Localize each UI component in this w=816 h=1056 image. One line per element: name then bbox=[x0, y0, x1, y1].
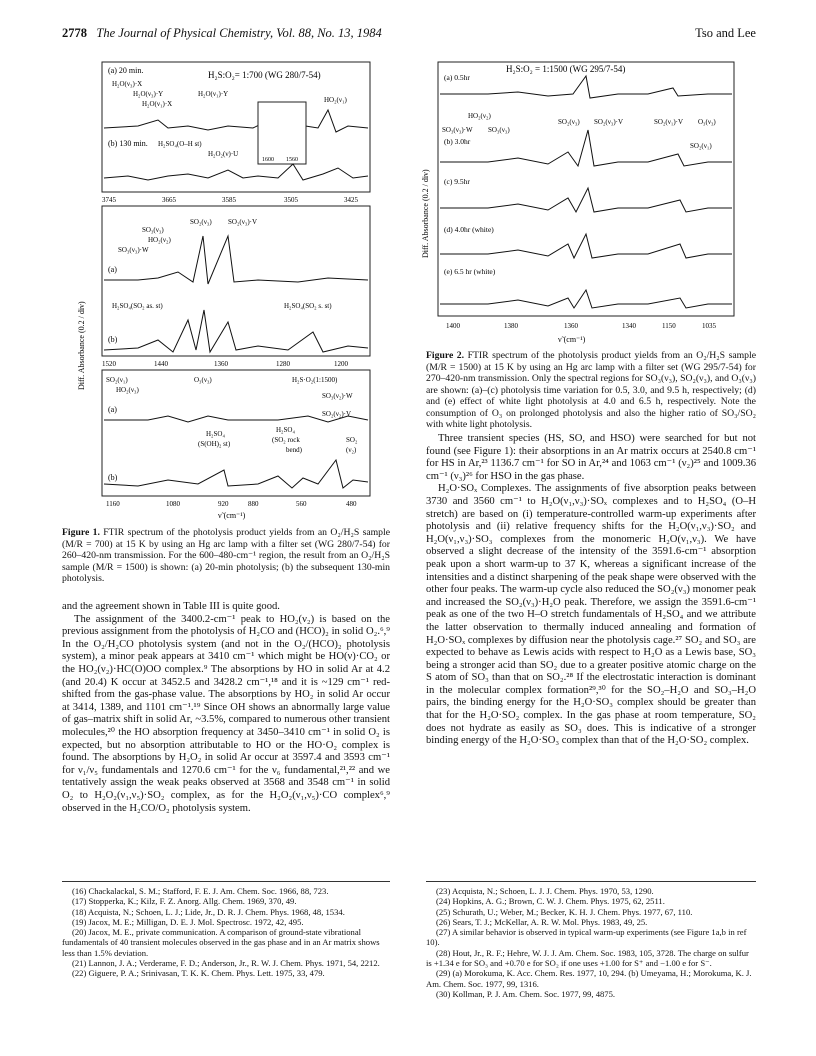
ref-23: (23) Acquista, N.; Schoen, L. J. J. Chem. Phys. 1970, 53, 1290. bbox=[436, 886, 654, 896]
fig1-c-trace-b bbox=[104, 460, 368, 488]
fig2-ann-7: SO₂(ν₁) bbox=[690, 142, 712, 150]
right-rule bbox=[426, 881, 756, 882]
fig2-tick-5: 1035 bbox=[702, 322, 716, 330]
fig2-ann-1: SO₃(ν₃)·W bbox=[442, 126, 473, 134]
page-header bbox=[62, 26, 756, 44]
figure-1-graphic bbox=[78, 60, 376, 520]
figure-1 bbox=[78, 60, 376, 520]
left-rule bbox=[62, 881, 390, 882]
ref-26: (26) Sears, T. J.; McKellar, A. R. W. Mol. Phys. 1983, 49, 25. bbox=[436, 916, 648, 927]
fig1-a-label-a: (a) 20 min. bbox=[108, 66, 144, 75]
fig2-ann-2: SO₃(ν₃) bbox=[488, 126, 510, 134]
fig1-c-tick-4: 560 bbox=[296, 500, 307, 508]
fig1-b-ann-5: H₂SO₄(SO₂ as. st) bbox=[112, 302, 163, 310]
fig1-c-label-a: (a) bbox=[108, 405, 117, 414]
fig1-a-trace-b bbox=[104, 164, 368, 180]
fig1-c-ann-9: (SO₂ rock bbox=[272, 436, 300, 444]
fig1-a-ann-8: H₂O₂(ν)·U bbox=[208, 150, 239, 158]
ref-29: (29) (a) Morokuma, K. Acc. Chem. Res. 1977, 10, 294. (b) Umeyama, H.; Morokuma, K. J. Am. Chem. Soc. 1977, 99, 1316. bbox=[426, 968, 752, 989]
fig2-trace-e bbox=[440, 290, 732, 308]
journal-title: The Journal of Physical Chemistry, Vol. 88, No. 13, 1984 bbox=[96, 26, 382, 40]
fig1-a-tick-0: 3745 bbox=[102, 196, 116, 204]
fig1-a-ann-0: H₂O(ν₃)·X bbox=[112, 80, 143, 88]
right-para-0: Three transient species (HS, SO, and HSO) were searched for but not found (see Figure 1): their absorptions in an Ar matrix occurs at 2540.8 cm⁻¹ for HS in Ar,²³ 1136.7 cm⁻¹ for SO in Ar,²⁴ and 1063 cm⁻¹ (ν₂)²⁵ and 1009.36 cm⁻¹ (ν₃)²⁶ for HSO in the gas phase. bbox=[426, 433, 756, 482]
fig2-ann-6: O₃(ν₃) bbox=[698, 118, 716, 126]
fig2-tick-0: 1400 bbox=[446, 322, 460, 330]
fig1-a-ann-2: H₂O(ν₁)·Y bbox=[198, 90, 229, 98]
fig2-tick-4: 1150 bbox=[662, 322, 676, 330]
page-number: 2778 bbox=[62, 26, 87, 40]
fig2-caption-text: FTIR spectrum of the photolysis product yields from an O₂/H₂S sample (M/R = 1500) at 15 K by using an Hg arc lamp with a filter set (WG 295/7-54) for 270–420-nm transmission. Only the spectral regions for SO₃(ν₃), SO₂(ν₃), and O₃(ν₃) are shown: (a)–(c) photolysis time variation for 0.5, 3.0, and 9.5 h, respectively; (d) and (e) effect of white light photolysis at 4.0 and 6.5 h, respectively. Note the consumption of O₃ on prolonged photolysis and also the higher ratio of SO₃/SO₂ with white light photolysis. bbox=[426, 350, 757, 430]
fig1-ylabel: Diff. Absorbance (0.2 / div) bbox=[77, 301, 86, 390]
fig1-a-ann-6: HO₂(ν₁) bbox=[324, 96, 347, 104]
fig1-a-trace-a bbox=[104, 110, 368, 132]
left-para-0: and the agreement shown in Table III is quite good. bbox=[62, 601, 280, 612]
figure-1-caption bbox=[62, 527, 390, 585]
fig1-b-tick-2: 1360 bbox=[214, 360, 228, 368]
fig1-a-inset-tick-1: 1560 bbox=[286, 157, 298, 163]
fig2-trace-label-3: (d) 4.0hr (white) bbox=[444, 225, 494, 234]
fig2-ann-5: SO₂(ν₁)·V bbox=[654, 118, 684, 126]
fig1-c-tick-1: 1080 bbox=[166, 500, 180, 508]
fig1-a-inset-tick-0: 1600 bbox=[262, 157, 274, 163]
fig1-a-tick-3: 3505 bbox=[284, 196, 298, 204]
fig1-b-ann-6: H₂SO₄(SO₂ s. st) bbox=[284, 302, 332, 310]
fig2-ylabel: Diff. Absorbance (0.2 / div) bbox=[421, 169, 430, 258]
fig1-a-label-b: (b) 130 min. bbox=[108, 139, 148, 148]
fig1-b-label-b: (b) bbox=[108, 335, 118, 344]
ref-25: (25) Schurath, U.; Weber, M.; Becker, K. H. J. Chem. Phys. 1977, 67, 110. bbox=[436, 906, 693, 917]
fig2-trace-a bbox=[440, 76, 732, 98]
fig2-trace-label-4: (e) 6.5 hr (white) bbox=[444, 267, 496, 276]
ref-16: (16) Chackalackal, S. M.; Stafford, F. E. J. Am. Chem. Soc. 1966, 88, 723. bbox=[72, 886, 329, 896]
fig1-c-tick-0: 1160 bbox=[106, 500, 120, 508]
fig1-c-ann-7: (S(OH)₂ st) bbox=[198, 440, 231, 448]
fig2-caption-label: Figure 2. bbox=[426, 350, 465, 361]
fig1-b-tick-3: 1280 bbox=[276, 360, 290, 368]
fig1-a-tick-2: 3585 bbox=[222, 196, 236, 204]
ref-24: (24) Hopkins, A. G.; Brown, C. W. J. Chem. Phys. 1975, 62, 2511. bbox=[436, 896, 665, 907]
fig1-a-ann-1: H₂O(ν₃)·Y bbox=[133, 90, 164, 98]
right-references bbox=[426, 886, 756, 999]
fig2-ann-3: SO₂(ν₃) bbox=[558, 118, 580, 126]
fig1-a-inset bbox=[258, 102, 306, 164]
fig1-c-tick-2: 920 bbox=[218, 500, 229, 508]
fig2-ann-4: SO₂(ν₃)·V bbox=[594, 118, 624, 126]
fig1-a-ann-7: H₂SO₄(O–H st) bbox=[158, 140, 202, 148]
fig2-xlabel: ν̃ (cm⁻¹) bbox=[558, 335, 586, 344]
ref-22: (22) Giguere, P. A.; Srinivasan, T. K. K. Chem. Phys. Lett. 1975, 33, 479. bbox=[72, 968, 325, 979]
ref-21: (21) Lannon, J. A.; Verderame, F. D.; Anderson, Jr., R. W. J. Chem. Phys. 1971, 54, 2212. bbox=[72, 958, 380, 969]
fig1-b-tick-4: 1200 bbox=[334, 360, 348, 368]
fig1-b-ann-4: SO₃(ν₃)·W bbox=[118, 246, 149, 254]
figure-2-graphic bbox=[418, 58, 738, 348]
fig1-c-ann-12: (ν₂) bbox=[346, 446, 357, 454]
fig2-trace-label-0: (a) 0.5hr bbox=[444, 73, 470, 82]
fig1-c-ann-5: SO₂(ν₂)·V bbox=[322, 410, 352, 418]
ref-18: (18) Acquista, N.; Schoen, L. J.; Lide, Jr., D. R. J. Chem. Phys. 1968, 48, 1534. bbox=[72, 906, 345, 917]
fig1-a-title: H₂S:O₂= 1:700 (WG 280/7-54) bbox=[208, 70, 321, 80]
fig1-caption-text: FTIR spectrum of the photolysis product yields from an O₂/H₂S sample (M/R = 700) at 15 K by using an Hg arc lamp with a filter set (WG 280/7-54) for 260–420-nm transmission. For the 600–480-cm⁻¹ region, the result from an O₂/H₂S sample (M/R = 1500) is shown: (a) 20-min photolysis; (b) the subsequent 130-min photolysis. bbox=[62, 527, 391, 584]
fig1-c-ann-6: H₂SO₄ bbox=[206, 430, 225, 438]
fig2-frame bbox=[438, 62, 734, 316]
fig2-tick-3: 1340 bbox=[622, 322, 636, 330]
fig1-b-trace-b bbox=[104, 310, 368, 352]
fig1-c-ann-1: HO₂(ν₃) bbox=[116, 386, 139, 394]
fig1-xlabel: ν̃ (cm⁻¹) bbox=[218, 511, 246, 520]
ref-28: (28) Hout, Jr., R. F.; Hehre, W. J. J. Am. Chem. Soc. 1983, 105, 3728. The charge on sulfur is +1.34 e for SO₃ and +0.70 e for SO₂ if one uses +1.00 for S⁺ and −1.00 e for S⁻. bbox=[426, 947, 749, 969]
fig1-caption-label: Figure 1. bbox=[62, 527, 100, 538]
ref-19: (19) Jacox, M. E.; Milligan, D. E. J. Mol. Spectrosc. 1972, 42, 495. bbox=[72, 916, 304, 927]
ref-20: (20) Jacox, M. E., private communication. A comparison of ground-state vibrational fundamentals of 40 transient molecules observed in the gas phase and in an Ar matrix shows less than 1.5% deviation. bbox=[62, 927, 380, 958]
fig1-c-ann-0: SO₂(ν₁) bbox=[106, 376, 128, 384]
fig1-b-label-a: (a) bbox=[108, 265, 117, 274]
fig2-trace-label-2: (c) 9.5hr bbox=[444, 177, 470, 186]
fig2-tick-1: 1380 bbox=[504, 322, 518, 330]
fig1-c-ann-2: O₃(ν₃) bbox=[194, 376, 212, 384]
fig1-c-label-b: (b) bbox=[108, 473, 118, 482]
left-references bbox=[62, 886, 390, 979]
fig1-panel-c-frame bbox=[102, 370, 370, 496]
fig1-c-tick-5: 480 bbox=[346, 500, 357, 508]
ref-30: (30) Kollman, P. J. Am. Chem. Soc. 1977, 99, 4875. bbox=[436, 988, 616, 999]
right-column-text bbox=[426, 433, 756, 748]
fig1-a-tick-1: 3665 bbox=[162, 196, 176, 204]
fig2-trace-d bbox=[440, 234, 732, 258]
left-para-1: The assignment of the 3400.2-cm⁻¹ peak to HO₂(ν₂) is based on the previous assignment from the photolysis of H₂CO and (HCO)₂ in solid O₂.⁶,⁹ In the O₂/H₂CO photolysis system (and not in the O₂/(HCO)₂ photolysis system), a minor peak appears at 3410 cm⁻¹ which might be HO(ν)·CO₂ or the HO₂(ν₂)·HC(O)OO complex.⁹ The absorptions by HO in solid Ar at 4.2 (and 20.4) K occur at 3452.5 and 3428.2 cm⁻¹,¹⁸ and it is ~129 cm⁻¹ red-shifted from the gas-phase value. The absorptions by HO₂ in solid Ar occur at 3414, 1389, and 1101 cm⁻¹.¹⁹ Since OH shows an abnormally large value of gas–matrix shift in solid Ar, ~3.5%, compared to numerous other transient molecules,²⁰ the HO absorption frequency at 3450–3410 cm⁻¹ in solid O₂ is expected, but no absorption attributable to HO or the HO·O₂ complex is found. The absorptions by H₂O₂ in solid Ar occur at 3597.4 and 3593 cm⁻¹ for ν₁/ν₅ fundamentals and 1270.6 cm⁻¹ for the ν₆ fundamental,²¹,²² and we tentatively assign the weak peaks observed at 3568 and 3548 cm⁻¹ in solid O₂ to H₂O₂(ν₁,ν₅)·SO₂ complex, as for the H₂O₂(ν₁,ν₅)·CO complex⁶,⁹ observed in the H₂CO/O₂ photolysis system. bbox=[62, 613, 390, 814]
fig1-a-ann-3: H₂O(ν₁)·X bbox=[142, 100, 173, 108]
fig1-b-trace-a bbox=[104, 236, 368, 284]
ref-17: (17) Stopperka, K.; Kilz, F. Z. Anorg. Allg. Chem. 1969, 370, 49. bbox=[72, 896, 297, 907]
fig1-b-tick-0: 1520 bbox=[102, 360, 116, 368]
figure-2 bbox=[418, 58, 738, 348]
fig1-b-tick-1: 1440 bbox=[154, 360, 168, 368]
fig1-a-tick-4: 3425 bbox=[344, 196, 358, 204]
fig2-title: H₂S:O₂ = 1:1500 (WG 295/7-54) bbox=[506, 64, 626, 74]
fig1-c-ann-11: SO₂ bbox=[346, 436, 358, 444]
fig2-trace-c bbox=[440, 188, 732, 212]
ref-27: (27) A similar behavior is observed in typical warm-up experiments (see Figure 1a,b in ref 10). bbox=[426, 927, 747, 948]
fig1-c-ann-10: bend) bbox=[286, 446, 302, 454]
fig1-c-ann-4: SO₃(ν₂)·W bbox=[322, 392, 353, 400]
fig1-c-ann-8: H₂SO₄ bbox=[276, 426, 295, 434]
fig2-tick-2: 1360 bbox=[564, 322, 578, 330]
fig1-c-tick-3: 880 bbox=[248, 500, 259, 508]
fig2-ann-0: HO₂(ν₂) bbox=[468, 112, 491, 120]
fig1-b-ann-3: HO₂(ν₂) bbox=[148, 236, 171, 244]
right-para-1: H₂O·SOₓ Complexes. The assignments of five absorption peaks between 3730 and 3560 cm⁻¹ to H₂O(ν₁,ν₃)·SOₓ complexes and to H₂SO₄ (O–H stretch) are based on (i) temperature-controlled warm-up experiments after photolysis and (ii) relative frequency shifts for the H₂O(ν₁,ν₃)·SO₂ and H₂O(ν₁,ν₃)·SO₃ complexes from the monomeric H₂O(ν₁,ν₃). We have observed a slight decrease of the intensity of the 3591.6-cm⁻¹ absorption peak upon a short warm-up to 37 K, whereas a significant increase of the intensities and a distinct sharpening of the peak shape were observed with the other four peaks. The warm-up cycle also reduced the SO₂(ν₃) monomer peak and increased the SO₂(ν₃)·H₂O peak. Therefore, we assign the 3591.6-cm⁻¹ peak as one of the two H–O stretch fundamentals of H₂SO₄ and we attribute the latter observation to thermally induced annealing and formation of H₂O·SOₓ complexes by diffusion near the photolysis cage.²⁷ SO₂ and SO₃ are expected to behave as Lewis acids with respect to H₂O as a Lewis base, SO₃ being a stronger acid than SO₂ due to a greater positive atomic charge on the S atom of SO₃ than that on SO₂.²⁸ If the electrostatic interaction is dominant in the molecular complex formation²⁹,³⁰ for the SO₂–H₂O and SO₃–H₂O pairs, the binding energy for the H₂O·SO₃ complex should be greater than that for the H₂O·SO₂ complex. In the gas phase at room temperature, SO₂ does not hydrate as easily as SO₃ does. This is indicative of a stronger binding energy of the H₂O·SO₃ complex than that of the H₂O·SO₂ complex. bbox=[426, 483, 756, 747]
fig1-b-ann-0: SO₃(ν₃) bbox=[142, 226, 164, 234]
fig2-trace-b bbox=[440, 130, 732, 166]
fig1-b-ann-1: SO₂(ν₃) bbox=[190, 218, 212, 226]
running-authors: Tso and Lee bbox=[695, 26, 756, 40]
fig2-trace-label-1: (b) 3.0hr bbox=[444, 137, 471, 146]
fig1-b-ann-2: SO₂(ν₃)·V bbox=[228, 218, 258, 226]
left-column-text bbox=[62, 601, 390, 815]
figure-2-caption bbox=[426, 350, 756, 431]
fig1-c-ann-3: H₂S·O₂(1:1500) bbox=[292, 376, 338, 384]
